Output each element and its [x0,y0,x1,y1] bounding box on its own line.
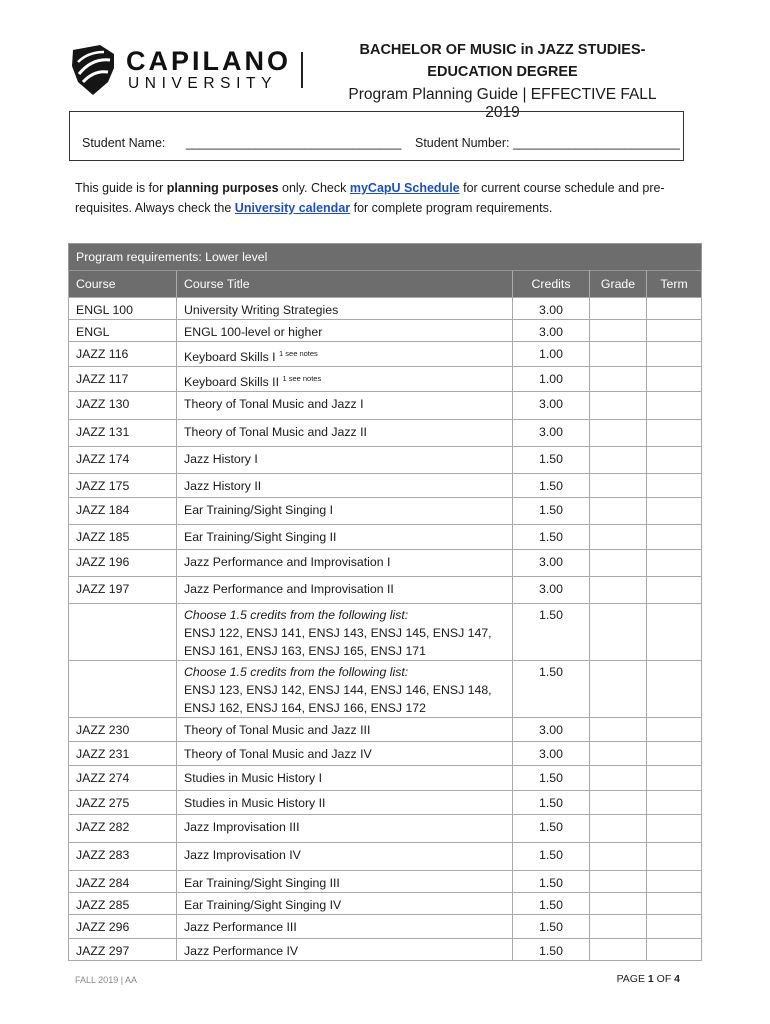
course-credits: 1.50 [513,893,590,915]
course-title [177,447,513,474]
table-row [69,915,702,939]
course-code: JAZZ 283 [69,843,177,871]
course-credits: 1.50 [513,939,590,961]
table-row [69,893,702,915]
course-code [69,604,177,661]
course-credits: 1.50 [513,915,590,939]
course-title-text: Studies in Music History I [184,771,323,785]
term-cell[interactable] [647,392,702,420]
grade-cell[interactable] [590,871,647,893]
term-cell[interactable] [647,498,702,525]
program-title-line1: BACHELOR OF MUSIC in JAZZ STUDIES- [359,42,646,58]
grade-cell[interactable] [590,298,647,320]
intro-text-4: for complete program requirements. [350,201,553,215]
page-of: OF [653,973,675,985]
requirements-table [68,243,701,961]
program-subtitle: Program Planning Guide | EFFECTIVE FALL 2019 [348,86,657,121]
term-cell[interactable] [647,815,702,843]
term-cell[interactable] [647,843,702,871]
term-cell[interactable] [647,718,702,742]
page-number [617,973,680,985]
intro-text-3: for current course schedule and pre-requisites. Always check the [75,181,665,215]
term-cell[interactable] [647,893,702,915]
grade-cell[interactable] [590,766,647,791]
course-credits: 1.50 [513,661,590,718]
intro-paragraph [75,178,695,218]
course-title-text: Keyboard Skills II [184,375,280,389]
grade-cell[interactable] [590,498,647,525]
course-code: JAZZ 184 [69,498,177,525]
course-title [177,791,513,815]
course-title-text: Studies in Music History II [184,796,326,810]
course-credits: 1.50 [513,843,590,871]
table-row [69,577,702,604]
col-course-title: Course Title [177,271,513,298]
table-row [69,604,702,661]
table-row [69,766,702,791]
table-caption: Program requirements: Lower level [69,244,702,271]
col-course: Course [69,271,177,298]
term-cell[interactable] [647,298,702,320]
course-code: JAZZ 282 [69,815,177,843]
course-title [177,766,513,791]
footnote-marker: 1 see notes [279,349,318,358]
table-row [69,342,702,367]
course-title [177,474,513,498]
course-credits: 1.50 [513,474,590,498]
course-title [177,604,513,661]
course-code: JAZZ 174 [69,447,177,474]
course-code: JAZZ 296 [69,915,177,939]
intro-text-2: only. Check [278,181,350,195]
course-code: JAZZ 297 [69,939,177,961]
grade-cell[interactable] [590,474,647,498]
page-total: 4 [674,973,680,985]
grade-cell[interactable] [590,367,647,392]
intro-bold: planning purposes [166,181,279,195]
course-code: JAZZ 130 [69,392,177,420]
course-title-text: Ear Training/Sight Singing III [184,876,340,890]
course-credits: 1.50 [513,791,590,815]
term-cell[interactable] [647,604,702,661]
grade-cell[interactable] [590,420,647,447]
table-row [69,420,702,447]
grade-cell[interactable] [590,718,647,742]
course-title-text: ENGL 100-level or higher [184,325,323,339]
course-title-text: Jazz Performance and Improvisation I [184,555,391,569]
grade-cell[interactable] [590,893,647,915]
course-credits: 3.00 [513,742,590,766]
course-code: JAZZ 131 [69,420,177,447]
term-cell[interactable] [647,871,702,893]
course-credits: 3.00 [513,320,590,342]
course-title [177,392,513,420]
grade-cell[interactable] [590,661,647,718]
course-credits: 3.00 [513,298,590,320]
term-cell[interactable] [647,577,702,604]
course-title [177,661,513,718]
course-title-text: Theory of Tonal Music and Jazz III [184,723,371,737]
col-credits: Credits [513,271,590,298]
course-credits: 1.50 [513,447,590,474]
course-title [177,718,513,742]
course-credits: 1.00 [513,367,590,392]
course-credits: 3.00 [513,420,590,447]
page-current: 1 [647,973,654,985]
course-title [177,843,513,871]
course-credits: 1.50 [513,871,590,893]
course-title-text: Jazz Performance III [184,920,297,934]
course-title-text: Keyboard Skills I [184,350,276,364]
page-prefix: PAGE [616,973,648,985]
term-cell[interactable] [647,661,702,718]
table-row [69,718,702,742]
course-credits: 3.00 [513,392,590,420]
term-cell[interactable] [647,550,702,577]
term-cell[interactable] [647,342,702,367]
term-cell[interactable] [647,320,702,342]
table-row [69,447,702,474]
grade-cell[interactable] [590,342,647,367]
term-cell[interactable] [647,742,702,766]
table-row [69,392,702,420]
course-title [177,420,513,447]
table-row [69,843,702,871]
course-title [177,815,513,843]
course-code [69,661,177,718]
student-number-field[interactable]: Student Number: ________________________ [415,136,680,150]
grade-cell[interactable] [590,843,647,871]
course-title [177,550,513,577]
course-title-text: Ear Training/Sight Singing I [184,503,334,517]
course-title-text: Jazz Performance and Improvisation II [184,582,394,596]
grade-cell[interactable] [590,392,647,420]
footer-version: FALL 2019 | AA [75,975,138,985]
grade-cell[interactable] [590,791,647,815]
table-row [69,474,702,498]
logo-word-capilano: CAPILANO [126,46,291,76]
grade-cell[interactable] [590,447,647,474]
course-credits: 3.00 [513,718,590,742]
course-code: JAZZ 284 [69,871,177,893]
term-cell[interactable] [647,474,702,498]
grade-cell[interactable] [590,577,647,604]
table-row [69,742,702,766]
grade-cell[interactable] [590,742,647,766]
course-title [177,915,513,939]
col-grade: Grade [590,271,647,298]
grade-cell[interactable] [590,915,647,939]
course-title [177,342,513,367]
course-credits: 3.00 [513,550,590,577]
course-title-text: Jazz History II [184,479,262,493]
student-info-box [69,111,684,161]
elective-instruction: Choose 1.5 credits from the following list: [184,665,409,679]
table-row [69,815,702,843]
course-code: JAZZ 274 [69,766,177,791]
term-cell[interactable] [647,525,702,550]
course-title-text: Jazz Improvisation III [184,820,300,834]
course-title [177,525,513,550]
logo-divider [301,52,303,88]
capilano-logo [70,44,320,104]
table-row [69,550,702,577]
term-cell[interactable] [647,447,702,474]
table-row [69,498,702,525]
course-title [177,742,513,766]
term-cell[interactable] [647,791,702,815]
course-title-text: University Writing Strategies [184,303,339,317]
course-title-text: Jazz Performance IV [184,944,299,958]
student-name-field[interactable]: _______________________________ [186,136,402,150]
grade-cell[interactable] [590,939,647,961]
table-row [69,367,702,392]
table-row [69,871,702,893]
course-title-text: Jazz History I [184,452,258,466]
footnote-marker: 1 see notes [282,374,322,383]
course-title-text: Theory of Tonal Music and Jazz I [184,397,364,411]
course-title-text: ENSJ 122, ENSJ 141, ENSJ 143, ENSJ 145, ENSJ 147, ENSJ 161, ENSJ 163, ENSJ 165, ENSJ 171 [184,626,492,658]
crest-icon [70,44,116,96]
course-code: JAZZ 196 [69,550,177,577]
course-code: JAZZ 275 [69,791,177,815]
university-calendar-link[interactable]: University calendar [234,201,351,215]
elective-instruction: Choose 1.5 credits from the following list: [184,608,409,622]
logo-word-university: UNIVERSITY [128,75,278,92]
course-title-text: Theory of Tonal Music and Jazz IV [184,747,372,761]
grade-cell[interactable] [590,604,647,661]
course-title [177,498,513,525]
course-code: JAZZ 175 [69,474,177,498]
course-code: ENGL 100 [69,298,177,320]
grade-cell[interactable] [590,550,647,577]
mycapu-schedule-link[interactable]: myCapU Schedule [349,181,460,195]
course-title-text: Ear Training/Sight Singing II [184,530,337,544]
course-code: JAZZ 117 [69,367,177,392]
course-credits: 1.50 [513,815,590,843]
grade-cell[interactable] [590,525,647,550]
course-code: JAZZ 116 [69,342,177,367]
course-title [177,871,513,893]
course-title-text: Theory of Tonal Music and Jazz II [184,425,367,439]
program-title-line2: EDUCATION DEGREE [427,64,578,80]
course-credits: 1.50 [513,766,590,791]
course-code: ENGL [69,320,177,342]
course-title [177,298,513,320]
col-term: Term [647,271,702,298]
course-code: JAZZ 231 [69,742,177,766]
course-credits: 3.00 [513,577,590,604]
table-row [69,661,702,718]
course-code: JAZZ 197 [69,577,177,604]
intro-text-1: This guide is for [75,181,167,195]
course-code: JAZZ 185 [69,525,177,550]
table-row [69,525,702,550]
course-code: JAZZ 230 [69,718,177,742]
course-title-text: ENSJ 123, ENSJ 142, ENSJ 144, ENSJ 146, ENSJ 148, ENSJ 162, ENSJ 164, ENSJ 166, ENSJ 172 [184,683,492,715]
course-title-text: Ear Training/Sight Singing IV [184,898,342,912]
term-cell[interactable] [647,420,702,447]
table-row [69,298,702,320]
course-title [177,893,513,915]
course-title [177,939,513,961]
course-credits: 1.50 [513,604,590,661]
term-cell[interactable] [647,915,702,939]
table-row [69,939,702,961]
course-title [177,320,513,342]
student-name-label: Student Name: [82,136,166,150]
course-credits: 1.50 [513,525,590,550]
course-credits: 1.50 [513,498,590,525]
course-credits: 1.00 [513,342,590,367]
course-code: JAZZ 285 [69,893,177,915]
table-row [69,320,702,342]
grade-cell[interactable] [590,815,647,843]
table-row [69,791,702,815]
term-cell[interactable] [647,367,702,392]
term-cell[interactable] [647,766,702,791]
course-title [177,577,513,604]
grade-cell[interactable] [590,320,647,342]
course-title-text: Jazz Improvisation IV [184,848,301,862]
course-title [177,367,513,392]
term-cell[interactable] [647,939,702,961]
